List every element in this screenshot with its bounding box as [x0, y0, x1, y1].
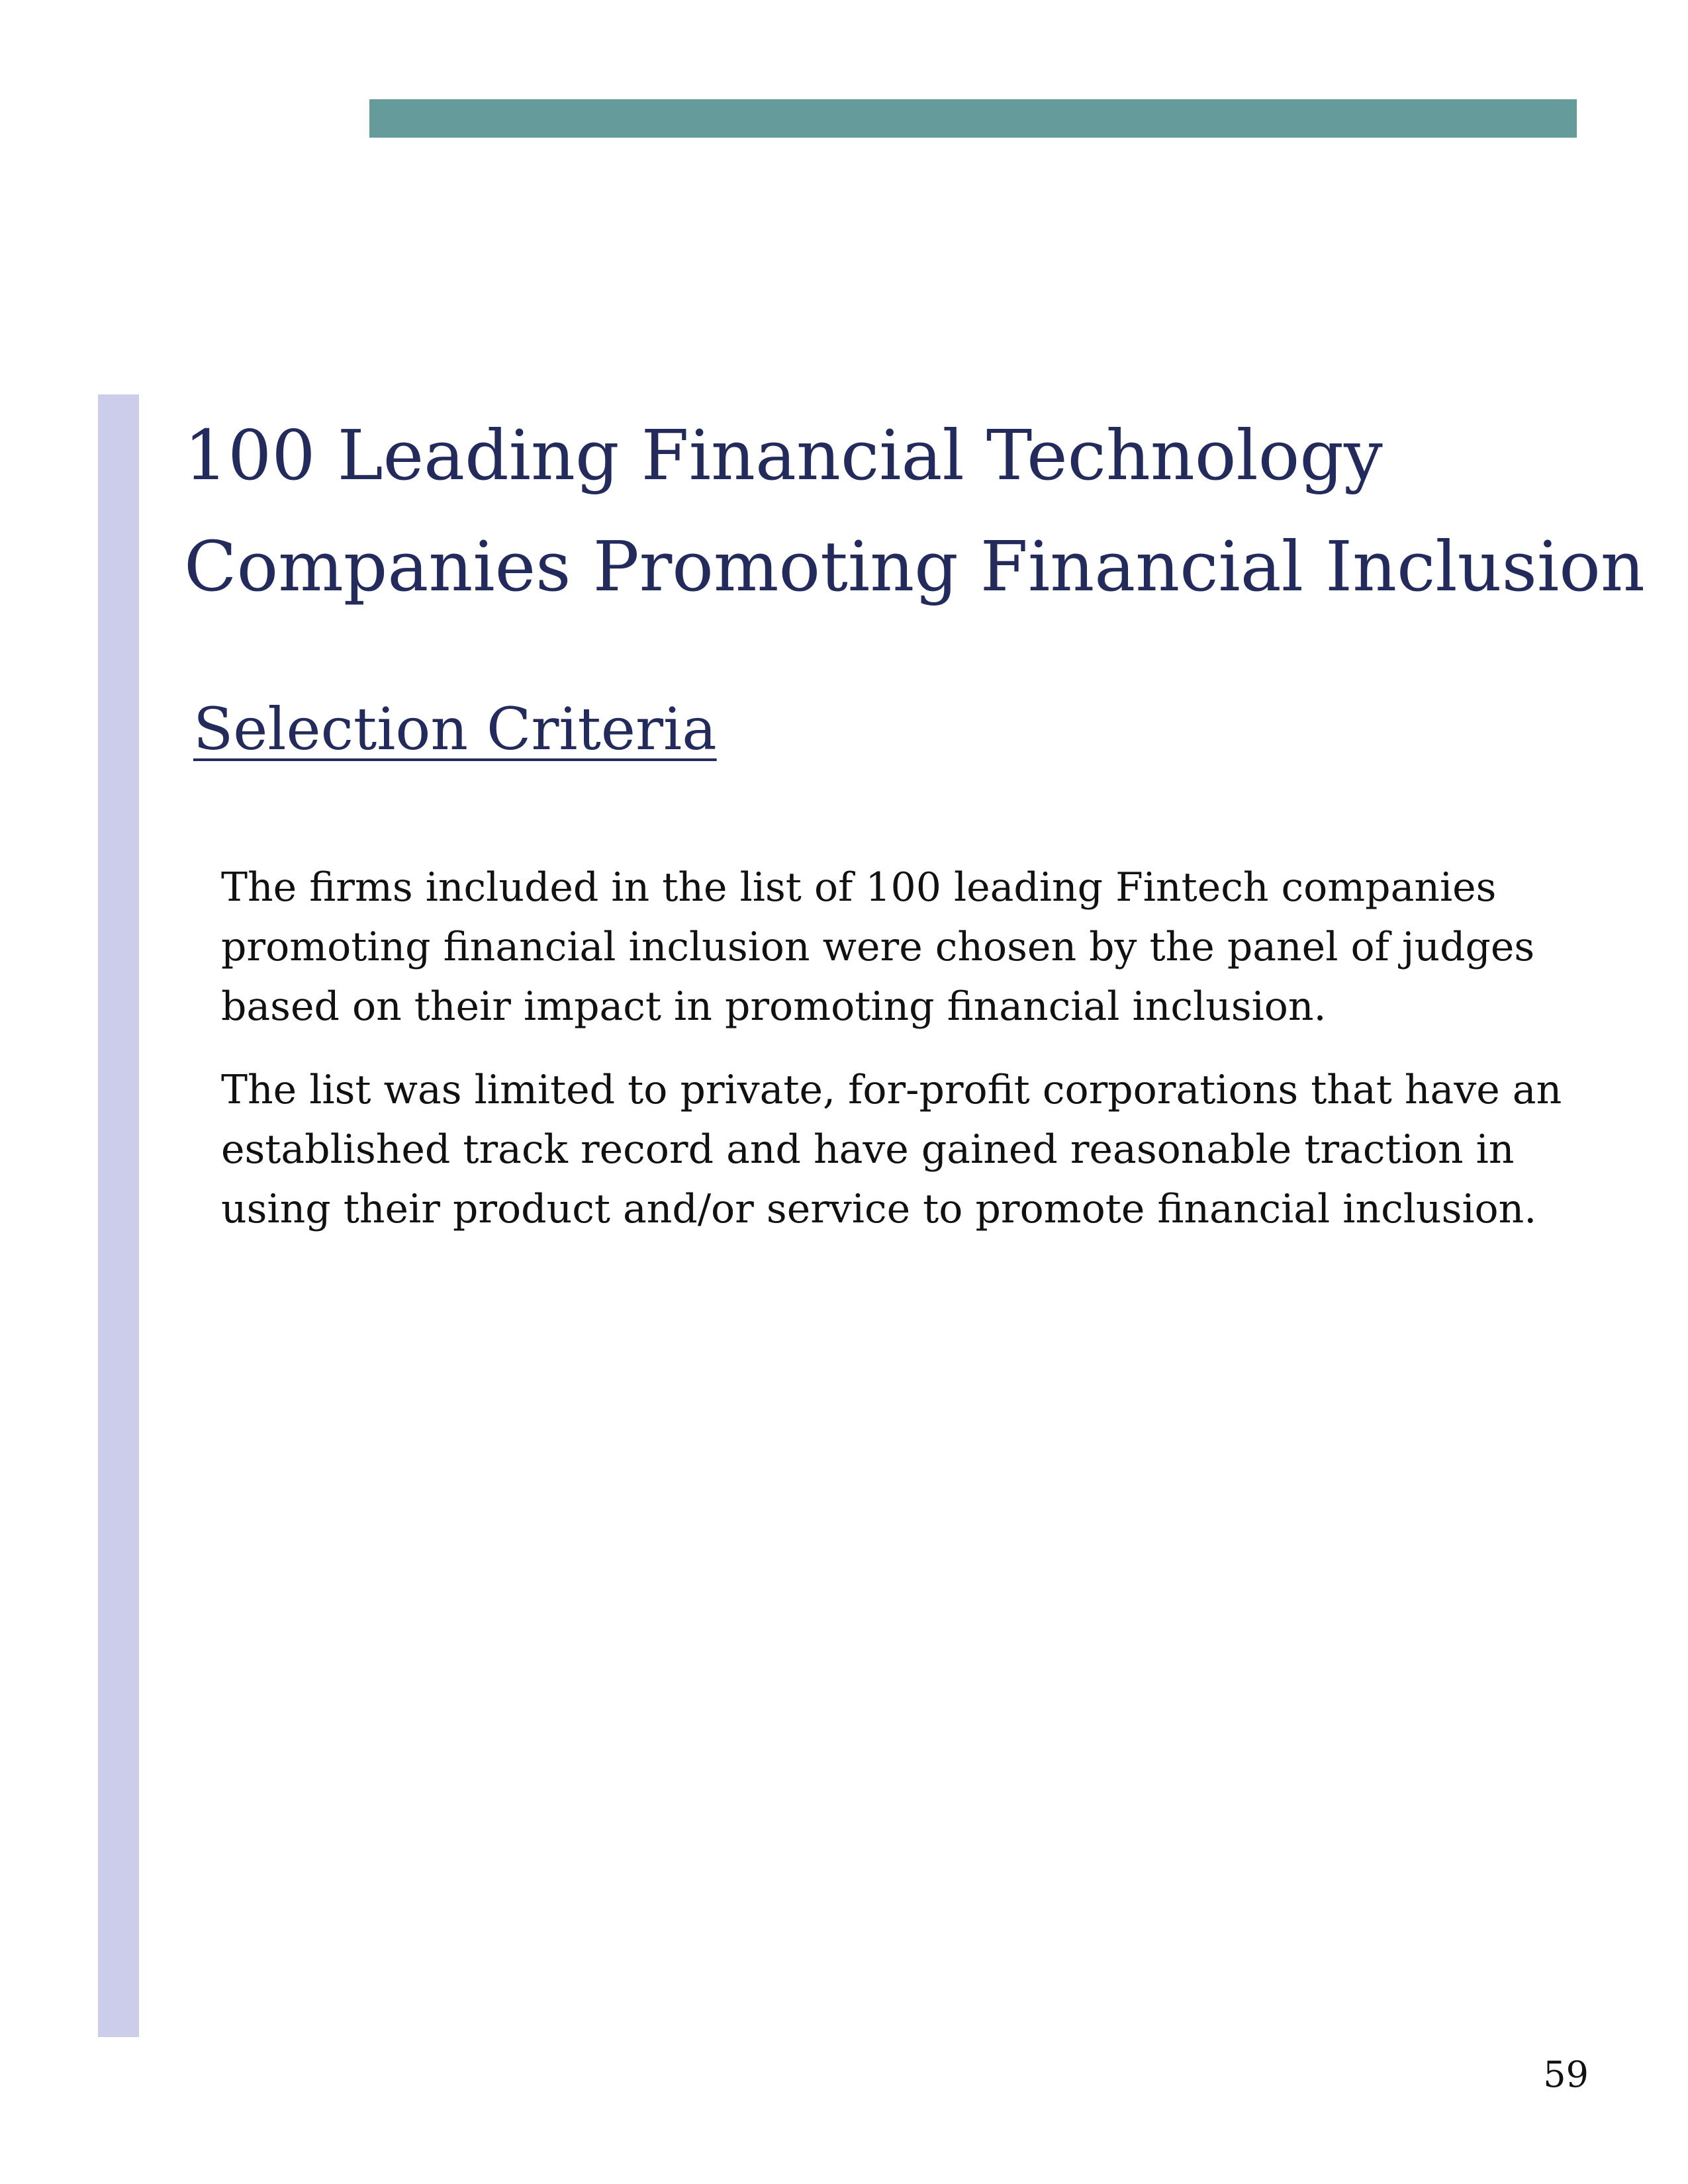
- side-accent-bar: [98, 394, 139, 2037]
- paragraph-eligibility: [221, 1060, 1644, 1239]
- page-title-line-2: Companies Promoting Financial Inclusion: [184, 526, 1645, 607]
- paragraph-line: promoting financial inclusion were chosen by the panel of judges: [221, 924, 1535, 970]
- paragraph-line: established track record and have gained reasonable traction in: [221, 1126, 1515, 1173]
- paragraph-selection-basis: [221, 858, 1644, 1036]
- page-title: [184, 400, 1660, 622]
- paragraph-line: using their product and/or service to promote financial inclusion.: [221, 1186, 1537, 1232]
- top-accent-bar: [369, 99, 1577, 138]
- paragraph-line: The firms included in the list of 100 leading Fintech companies: [221, 864, 1497, 911]
- section-heading: Selection Criteria: [193, 695, 717, 763]
- page-number: 59: [1543, 2054, 1589, 2095]
- paragraph-line: The list was limited to private, for-profit corporations that have an: [221, 1067, 1562, 1113]
- page-title-line-1: 100 Leading Financial Technology: [184, 415, 1383, 496]
- paragraph-line: based on their impact in promoting financial inclusion.: [221, 983, 1327, 1030]
